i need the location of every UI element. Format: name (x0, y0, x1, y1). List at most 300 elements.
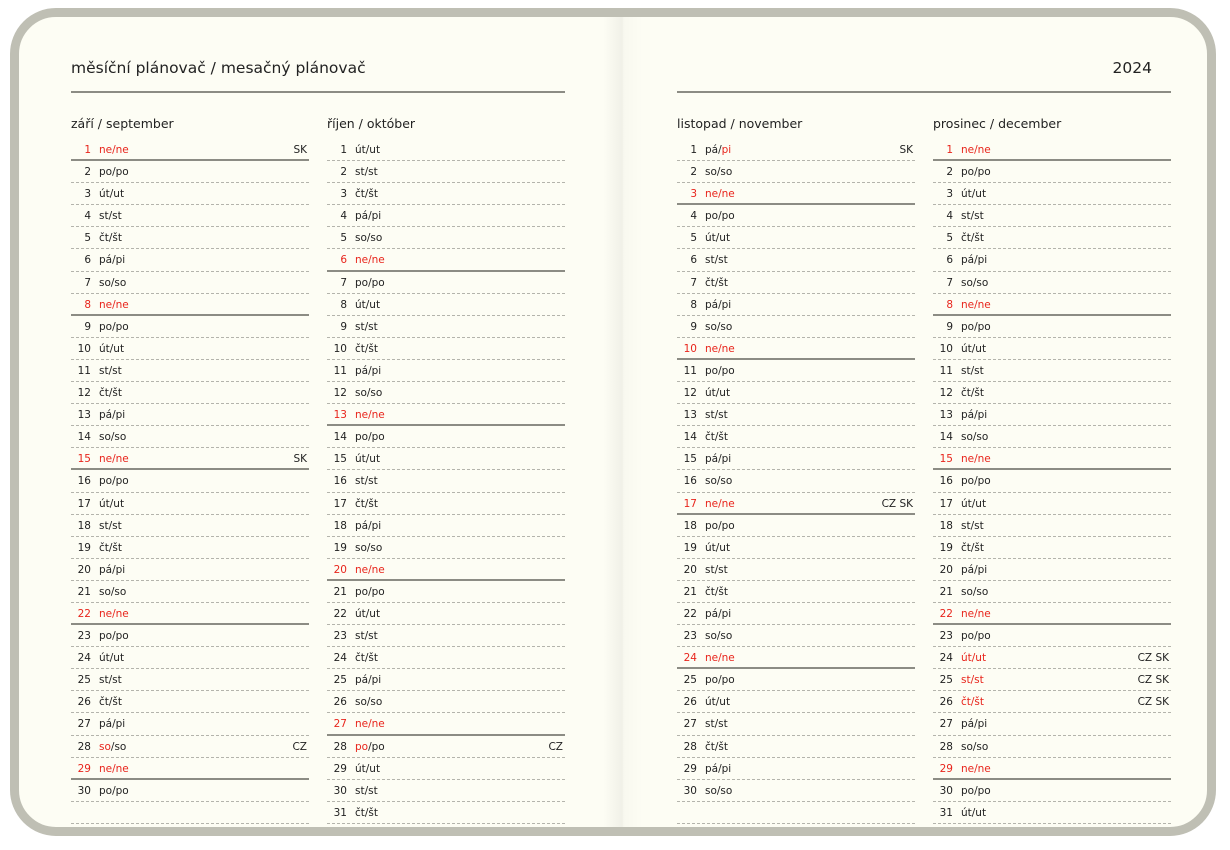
day-row (71, 448, 309, 470)
day-name: ne/ne (355, 718, 385, 731)
day-row (327, 161, 565, 183)
holiday-marker: SK (899, 144, 913, 156)
day-name: st/st (355, 475, 378, 488)
day-name: út/ut (705, 387, 731, 400)
day-number: 5 (84, 232, 91, 245)
day-name: st/st (355, 166, 378, 179)
day-number: 17 (333, 497, 347, 510)
day-row (677, 382, 915, 404)
day-number: 1 (84, 144, 91, 156)
day-number: 20 (683, 563, 697, 576)
day-row (933, 603, 1171, 625)
day-name: út/ut (355, 298, 381, 311)
day-number: 22 (77, 607, 91, 620)
day-name: pá/pi (355, 210, 382, 223)
day-row (71, 227, 309, 249)
day-name: po/po (99, 630, 129, 643)
day-name: pá/pi (99, 409, 126, 422)
day-name: st/st (961, 519, 984, 532)
day-number: 7 (84, 276, 91, 289)
day-number: 12 (333, 387, 347, 400)
day-name: pá/pi (99, 563, 126, 576)
day-row (71, 713, 309, 735)
day-row (677, 625, 915, 647)
day-row (933, 448, 1171, 470)
holiday-marker: CZ SK (1137, 652, 1169, 665)
day-row (327, 758, 565, 780)
day-row (327, 294, 565, 316)
day-row (71, 515, 309, 537)
day-row (677, 691, 915, 713)
day-row (677, 426, 915, 448)
day-number: 29 (683, 762, 697, 775)
day-name: st/st (961, 364, 984, 377)
day-number: 6 (84, 254, 91, 267)
day-number: 9 (946, 320, 953, 333)
day-row (71, 272, 309, 294)
day-name: st/st (961, 210, 984, 223)
day-name: so/so (961, 585, 989, 598)
day-number: 7 (946, 276, 953, 289)
day-list (71, 139, 309, 824)
day-row (933, 227, 1171, 249)
day-row (327, 382, 565, 404)
day-name: pá/pi (355, 364, 382, 377)
day-number: 4 (946, 210, 953, 223)
holiday-marker: CZ SK (1137, 674, 1169, 687)
day-row (677, 470, 915, 492)
day-name: čt/št (705, 585, 729, 598)
day-name: čt/št (355, 188, 379, 201)
day-number: 5 (690, 232, 697, 245)
day-row (677, 294, 915, 316)
month-heading: září / september (71, 116, 174, 131)
day-number: 2 (340, 166, 347, 179)
day-number: 3 (340, 188, 347, 201)
day-row (71, 382, 309, 404)
day-number: 24 (333, 652, 347, 665)
day-name: út/ut (961, 497, 987, 510)
day-row (71, 360, 309, 382)
day-row (327, 404, 565, 426)
day-row (933, 736, 1171, 758)
day-row (327, 559, 565, 581)
day-name: ne/ne (99, 607, 129, 620)
day-name: pá/pi (961, 718, 988, 731)
day-number: 9 (84, 320, 91, 333)
day-number: 1 (340, 144, 347, 156)
day-name: po/po (705, 364, 735, 377)
day-number: 23 (77, 630, 91, 643)
day-name: čt/št (705, 431, 729, 444)
blank-row (71, 802, 309, 824)
month-column-november (677, 117, 915, 824)
day-number: 4 (84, 210, 91, 223)
day-number: 26 (333, 696, 347, 709)
day-row (933, 625, 1171, 647)
day-row (71, 139, 309, 161)
day-row (327, 139, 565, 161)
day-name (705, 139, 731, 161)
day-row (71, 493, 309, 515)
day-number: 18 (333, 519, 347, 532)
day-name: út/ut (961, 188, 987, 201)
day-name: út/ut (355, 144, 381, 156)
day-row (327, 338, 565, 360)
day-name: čt/št (355, 806, 379, 819)
day-number: 31 (939, 806, 953, 819)
day-name-cz: po (355, 740, 369, 753)
day-row (933, 493, 1171, 515)
day-name: pá/pi (705, 298, 732, 311)
day-row (327, 647, 565, 669)
day-name (99, 736, 126, 758)
day-number: 20 (333, 563, 347, 576)
day-number: 14 (683, 431, 697, 444)
day-name: po/po (355, 585, 385, 598)
day-row (71, 559, 309, 581)
day-name: út/ut (99, 652, 125, 665)
day-number: 11 (939, 364, 953, 377)
day-row (71, 183, 309, 205)
day-number: 21 (77, 585, 91, 598)
day-row (71, 780, 309, 802)
day-row (71, 736, 309, 758)
day-number: 16 (333, 475, 347, 488)
day-name-cz: so (99, 740, 111, 753)
day-number: 9 (690, 320, 697, 333)
day-name: po/po (705, 674, 735, 687)
holiday-marker: CZ SK (881, 497, 913, 510)
day-name: čt/št (355, 497, 379, 510)
day-number: 10 (939, 342, 953, 355)
day-row (71, 647, 309, 669)
month-heading: prosinec / december (933, 116, 1062, 131)
day-number: 30 (333, 784, 347, 797)
day-row (71, 537, 309, 559)
day-row (327, 493, 565, 515)
day-row (933, 758, 1171, 780)
day-name: st/st (355, 320, 378, 333)
day-number: 14 (939, 431, 953, 444)
day-number: 23 (683, 630, 697, 643)
day-row (327, 183, 565, 205)
day-row (677, 316, 915, 338)
day-name: st/st (705, 409, 728, 422)
day-name: so/so (355, 387, 383, 400)
day-row (327, 205, 565, 227)
day-name: po/po (961, 166, 991, 179)
day-number: 12 (939, 387, 953, 400)
day-number: 8 (690, 298, 697, 311)
day-name: st/st (355, 784, 378, 797)
day-name: čt/št (355, 342, 379, 355)
day-number: 16 (77, 475, 91, 488)
day-name: so/so (705, 475, 733, 488)
day-row (327, 426, 565, 448)
day-name: út/ut (99, 188, 125, 201)
day-row (677, 205, 915, 227)
day-number: 16 (683, 475, 697, 488)
day-name: ne/ne (961, 607, 991, 620)
day-row (933, 470, 1171, 492)
day-row (71, 470, 309, 492)
day-name-sk: pi (721, 144, 732, 156)
day-name: ne/ne (705, 342, 735, 355)
day-row (327, 537, 565, 559)
day-row (677, 227, 915, 249)
day-row (71, 338, 309, 360)
day-row (71, 669, 309, 691)
day-name: pá/pi (961, 409, 988, 422)
day-row (933, 249, 1171, 271)
day-number: 28 (333, 740, 347, 753)
day-name: čt/št (705, 276, 729, 289)
day-number: 3 (946, 188, 953, 201)
holiday-marker: SK (293, 453, 307, 466)
day-name: ne/ne (355, 563, 385, 576)
day-row (677, 338, 915, 360)
day-name: út/ut (355, 762, 381, 775)
day-row (71, 404, 309, 426)
day-row (327, 581, 565, 603)
blank-row (677, 802, 915, 824)
day-row (677, 780, 915, 802)
day-name: po/po (99, 475, 129, 488)
day-row (327, 736, 565, 758)
day-number: 24 (77, 652, 91, 665)
day-row (933, 205, 1171, 227)
day-row (71, 205, 309, 227)
day-list (327, 139, 565, 824)
day-number: 13 (77, 409, 91, 422)
day-number: 6 (690, 254, 697, 267)
day-row (933, 691, 1171, 713)
day-name: so/so (99, 585, 127, 598)
month-column-october (327, 117, 565, 824)
day-name: ne/ne (355, 254, 385, 267)
day-row (327, 603, 565, 625)
day-number: 11 (683, 364, 697, 377)
day-name: pá/pi (355, 519, 382, 532)
day-name: čt/št (99, 232, 123, 245)
day-number: 21 (939, 585, 953, 598)
day-number: 24 (939, 652, 953, 665)
day-number: 11 (77, 364, 91, 377)
day-number: 7 (690, 276, 697, 289)
day-row (71, 316, 309, 338)
holiday-marker: CZ (292, 740, 307, 753)
day-name: st/st (99, 519, 122, 532)
day-number: 15 (939, 453, 953, 466)
day-number: 15 (333, 453, 347, 466)
day-name-sk: /po (368, 740, 385, 753)
day-number: 25 (333, 674, 347, 687)
day-number: 8 (84, 298, 91, 311)
day-row (677, 448, 915, 470)
day-name: so/so (961, 276, 989, 289)
day-number: 2 (946, 166, 953, 179)
day-number: 13 (683, 409, 697, 422)
day-name: so/so (705, 166, 733, 179)
day-name: po/po (961, 630, 991, 643)
day-name: čt/št (99, 541, 123, 554)
day-number: 1 (946, 144, 953, 156)
day-row (933, 272, 1171, 294)
day-number: 8 (340, 298, 347, 311)
day-name: út/ut (961, 652, 987, 665)
day-name: so/so (99, 431, 127, 444)
day-name-sk: /so (110, 740, 127, 753)
day-name: po/po (705, 519, 735, 532)
day-number: 17 (683, 497, 697, 510)
day-number: 19 (683, 541, 697, 554)
day-name: st/st (99, 210, 122, 223)
day-number: 29 (77, 762, 91, 775)
day-name: ne/ne (705, 497, 735, 510)
day-number: 30 (939, 784, 953, 797)
day-number: 12 (683, 387, 697, 400)
holiday-marker: CZ SK (1137, 696, 1169, 709)
day-name: pá/pi (705, 762, 732, 775)
header-rule-right (677, 91, 1171, 93)
day-name: po/po (355, 431, 385, 444)
day-name-cz: pá/ (705, 144, 722, 156)
day-row (933, 537, 1171, 559)
day-number: 10 (333, 342, 347, 355)
day-name (355, 736, 385, 758)
day-number: 22 (683, 607, 697, 620)
month-column-september (71, 117, 309, 824)
day-name: út/ut (99, 342, 125, 355)
day-name: po/po (99, 784, 129, 797)
day-row (71, 581, 309, 603)
day-number: 5 (946, 232, 953, 245)
day-name: po/po (355, 276, 385, 289)
day-number: 29 (939, 762, 953, 775)
day-name: po/po (961, 475, 991, 488)
day-row (933, 581, 1171, 603)
day-name: út/ut (961, 806, 987, 819)
day-name: po/po (705, 210, 735, 223)
day-row (677, 404, 915, 426)
day-number: 18 (683, 519, 697, 532)
day-number: 12 (77, 387, 91, 400)
day-number: 18 (939, 519, 953, 532)
day-number: 23 (939, 630, 953, 643)
day-number: 3 (84, 188, 91, 201)
day-row (327, 780, 565, 802)
day-row (933, 139, 1171, 161)
day-row (933, 669, 1171, 691)
day-number: 6 (946, 254, 953, 267)
day-row (327, 249, 565, 271)
day-name: pá/pi (355, 674, 382, 687)
day-name: čt/št (961, 387, 985, 400)
day-name: ne/ne (355, 409, 385, 422)
day-name: út/ut (99, 497, 125, 510)
day-number: 13 (939, 409, 953, 422)
day-number: 2 (84, 166, 91, 179)
day-row (71, 294, 309, 316)
day-name: čt/št (961, 232, 985, 245)
day-name: so/so (705, 320, 733, 333)
day-row (71, 249, 309, 271)
day-name: čt/št (705, 740, 729, 753)
day-number: 21 (683, 585, 697, 598)
day-row (933, 713, 1171, 735)
day-row (327, 515, 565, 537)
day-name: pá/pi (961, 254, 988, 267)
day-name: st/st (705, 563, 728, 576)
day-name: po/po (99, 166, 129, 179)
day-row (933, 338, 1171, 360)
day-number: 17 (939, 497, 953, 510)
day-number: 29 (333, 762, 347, 775)
day-number: 26 (939, 696, 953, 709)
day-name: ne/ne (961, 298, 991, 311)
day-row (677, 493, 915, 515)
day-name: čt/št (99, 696, 123, 709)
day-number: 8 (946, 298, 953, 311)
day-name: ne/ne (961, 453, 991, 466)
day-row (677, 515, 915, 537)
day-number: 11 (333, 364, 347, 377)
day-row (71, 625, 309, 647)
month-column-december (933, 117, 1171, 824)
day-row (677, 272, 915, 294)
day-number: 15 (77, 453, 91, 466)
day-number: 27 (77, 718, 91, 731)
day-row (677, 669, 915, 691)
day-name: ne/ne (99, 762, 129, 775)
day-row (327, 713, 565, 735)
day-name: st/st (355, 630, 378, 643)
day-number: 13 (333, 409, 347, 422)
day-name: so/so (355, 541, 383, 554)
day-row (327, 625, 565, 647)
day-number: 7 (340, 276, 347, 289)
day-number: 26 (77, 696, 91, 709)
day-name: so/so (355, 696, 383, 709)
day-number: 4 (690, 210, 697, 223)
day-number: 14 (77, 431, 91, 444)
day-row (933, 426, 1171, 448)
day-row (933, 183, 1171, 205)
day-row (677, 603, 915, 625)
day-name: út/ut (705, 541, 731, 554)
day-row (677, 581, 915, 603)
day-number: 20 (77, 563, 91, 576)
day-name: út/ut (705, 696, 731, 709)
day-row (327, 691, 565, 713)
day-row (677, 537, 915, 559)
day-name: ne/ne (99, 144, 129, 156)
day-name: út/ut (355, 453, 381, 466)
day-name: so/so (961, 740, 989, 753)
day-row (677, 758, 915, 780)
day-row (677, 139, 915, 161)
day-name: pá/pi (99, 718, 126, 731)
month-heading: listopad / november (677, 116, 803, 131)
day-name: st/st (961, 674, 984, 687)
day-number: 3 (690, 188, 697, 201)
day-number: 6 (340, 254, 347, 267)
day-number: 10 (683, 342, 697, 355)
day-number: 24 (683, 652, 697, 665)
day-row (327, 360, 565, 382)
day-number: 15 (683, 453, 697, 466)
